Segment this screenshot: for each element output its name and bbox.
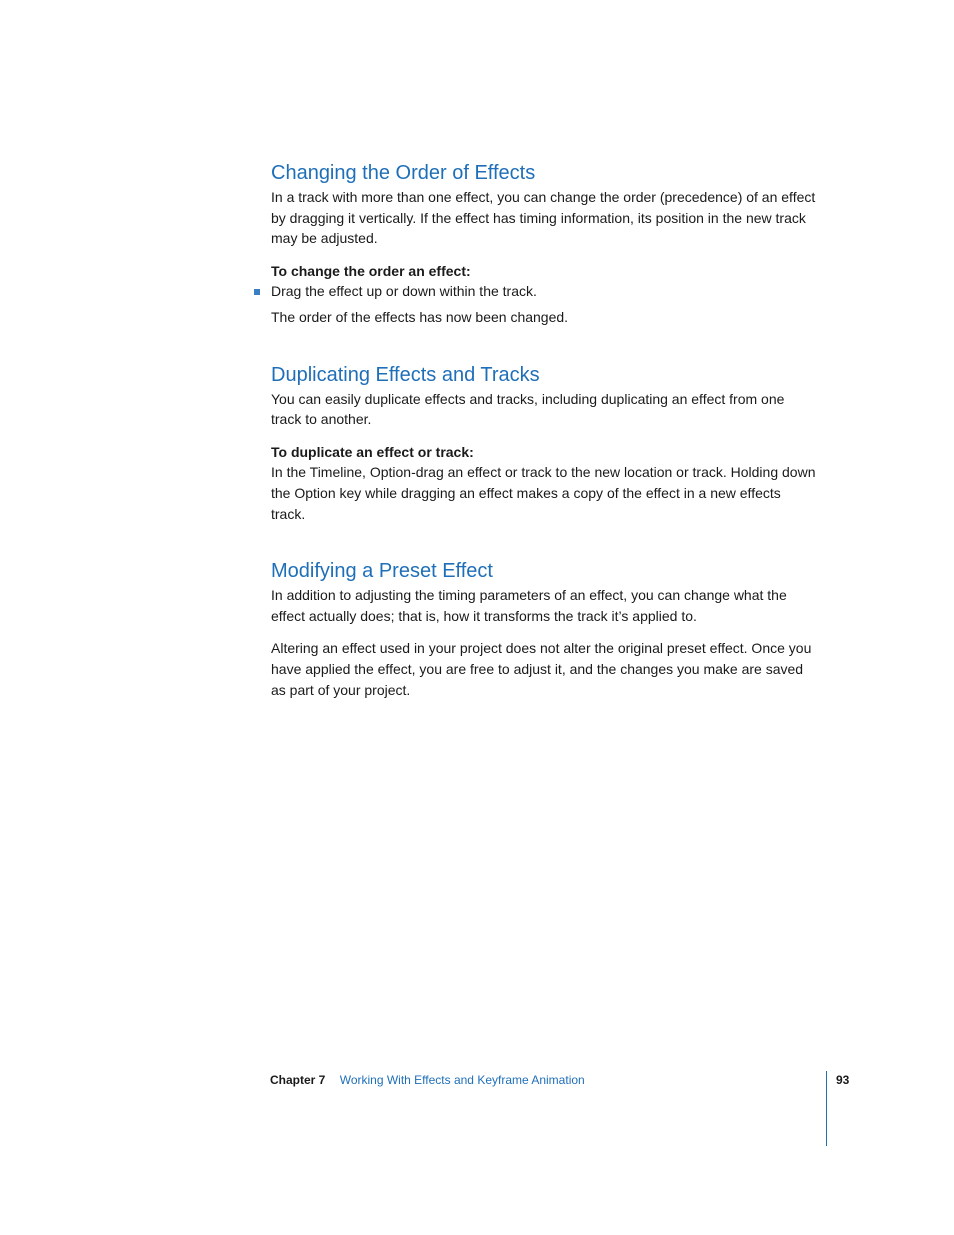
section-intro-duplicating: You can easily duplicate effects and tracks, including duplicating an effect from one track to another. <box>271 390 785 428</box>
footer-chapter-title: Working With Effects and Keyframe Animation <box>339 1073 585 1087</box>
section-heading-duplicating: Duplicating Effects and Tracks <box>271 363 540 386</box>
procedure-title-duplicate: To duplicate an effect or track: <box>271 443 474 460</box>
footer-chapter-label: Chapter 7 <box>270 1073 326 1087</box>
square-bullet-icon <box>254 289 260 295</box>
procedure-result-change-order: The order of the effects has now been changed. <box>271 308 569 325</box>
footer-divider <box>826 1071 827 1146</box>
procedure-text-duplicate: In the Timeline, Option-drag an effect or track to the new location or track. Holding down the Option key while dragging an effect makes a copy of the effect in a new effects track. <box>271 464 816 522</box>
paragraph-modifying-1: In addition to adjusting the timing parameters of an effect, you can change what the effect actually does; that is, how it transforms the track it’s applied to. <box>271 587 787 624</box>
list-item <box>271 281 816 302</box>
procedure-title-change-order: To change the order an effect: <box>271 262 471 279</box>
section-heading-changing-order: Changing the Order of Effects <box>271 162 536 184</box>
section-heading-modifying-preset: Modifying a Preset Effect <box>271 560 493 583</box>
bullet-text: Drag the effect up or down within the track. <box>271 283 537 300</box>
page-content <box>271 160 816 712</box>
section-intro-changing-order: In a track with more than one effect, you can change the order (precedence) of an effect by dragging it vertically. If the effect has timing information, its position in the new track may be adjusted. <box>271 189 816 247</box>
footer-chapter-info <box>270 1072 585 1088</box>
page-number: 93 <box>836 1073 850 1087</box>
bullet-list-change-order <box>271 281 816 302</box>
paragraph-modifying-2: Altering an effect used in your project does not alter the original preset effect. Once you have applied the effect, you are free to adjust it, and the changes you make are saved as part of your project. <box>271 640 812 698</box>
